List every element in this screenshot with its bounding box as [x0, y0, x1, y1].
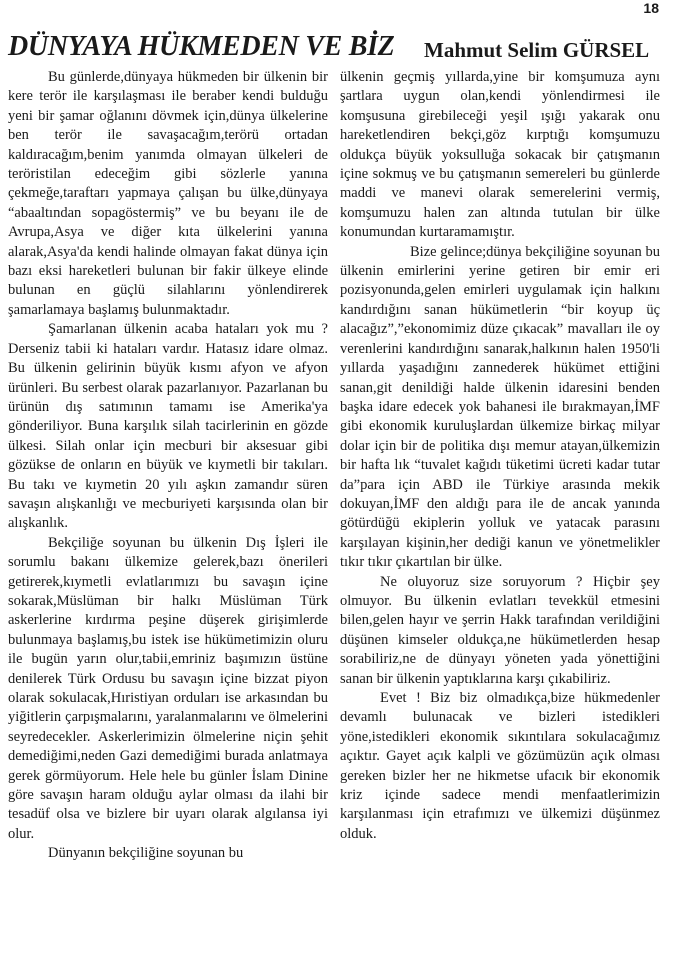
paragraph: Bu günlerde,dünyaya hükmeden bir ülkenin bir kere terör ile karşılaşması ile beraber kendi bulduğu yeni bir şamar oğlanını dövmek için,dünya ülkelerine ben terör ile savaşacağım,terörü ortadan kaldıracağım,benim yanımda olmayan ülkeleri de teröristilan edeceğim gibi sözlerle yanına çekmeğe,taraftarı yapmaya çalışan bu ülke,dünyaya “abaaltından sopagöstermiş” ve bu beyanı ile de Avrupa,Asya ve diğer kıta ülkelerini yanına alarak,Asya'da kendi halinde olmayan fakat dünya için bazı eksi hareketleri bulunan bir fakir ülkeye elinde bulunan en güçlü silahlarını yönlendirerek şamarlamaya başlamış bulunmaktadır.	[8, 69, 328, 318]
page-number: 18	[643, 0, 659, 16]
article-header	[8, 30, 667, 66]
paragraph: ülkenin geçmiş yıllarda,yine bir komşumuza aynı şartlara uygun olan,kendi yönlendirmesi ile komşusuna girebileceği yeşil ışığı yakarak onu hareketlendiren bekçi,göz kırptığı komşumuzu oldukça büyük yoksulluğa sokacak bir çatışmanın içine sokmuş ve bu çatışmanın semereleri bu günlerde maddi ve manevi olarak semerelerini vermiş, komşumuzu halen zan altında tutulan bir ülke konumundan kurtaramamıştır.	[340, 69, 660, 241]
paragraph: Evet ! Biz biz olmadıkça,bize hükmedenler devamlı bulunacak ve bizleri istedikleri yöne,istedikleri ekonomik sıkıntılara sokulacağımız açıktır. Gayet açık kalpli ve gözümüzün açık olması gereken bizler her ne hikmetse ufacık bir ekonomik kriz içinde sadece mendi menfaatlerimizin karşılanması için etrafımızı ve ülkemizi düşünmez olduk.	[340, 690, 660, 842]
left-column	[8, 68, 328, 864]
paragraph: Şamarlanan ülkenin acaba hataları yok mu ? Derseniz tabii ki hataları vardır. Hatasız idare olmaz. Bu ülkenin gelirinin büyük kısmı afyon ve afyon ürünleri. Bu serbest olarak pazarlanıyor. Pazarlanan bu ürünün dış satımının tamamı ise Amerika'ya gönderiliyor. Buna karşılık silah tacirlerinin en gözde ülkesi. Silah onlar için mecburi bir aksesuar gibi gözükse de onların en büyük ve kıymetli bir takıları. Bu takı ve kıymetin 20 yılı aşkın zamandır süren savaşın alışkanlığı ve mecburiyeti karşısında olan bir alışkanlık.	[8, 321, 328, 532]
paragraph: Ne oluyoruz size soruyorum ? Hiçbir şey olmuyor. Bu ülkenin evlatları tevekkül etmesini bilen,gelen hayır ve şerrin Hakk tarafından verildiğini düşünen kimseler oldukça,ne hükümetlerden hesap sorabiliriz,ne de dünyayı yöneten yada yönettiğini sanan bir ülkenin yaptıklarına karşı çıkabiliriz.	[340, 573, 660, 687]
paragraph: Bekçiliğe soyunan bu ülkenin Dış İşleri ile sorumlu bakanı ülkemize gelerek,bazı önerileri getirerek,kıymetli evlatlarımızı bu savaşın içine sokarak,Müslüman bir halkı Müslüman Türk askerlerine kırdırma peşine düşerek girişimlerde bulunmaya başlamış,bu istek ise hükümetimizin oluru ile bugün yarın olur,tabii,emriniz başımızın üstüne denilerek Türk Ordusu bu savaşın içine bizzat piyon olarak sokulacak,Hıristiyan orduları ise arkasından bu yiğitlerin çarpışmalarını, yaralanmalarını ve ölmelerini seyredecekler. Askerlerimizin ölmelerine niçin şehit demediğimi,neden Gazi demediğimi burada anlatmaya gerek görmüyorum. Hele hele bu günler İslam Dinine göre savaşın haram olduğu aylar olması da ilahi bir tesadüf olsa ve bizlere bir uyarı olarak algılansa iyi olur.	[8, 534, 328, 842]
right-column	[340, 68, 660, 844]
paragraph: Dünyanın bekçiliğine soyunan bu	[48, 845, 244, 862]
article-title: DÜNYAYA HÜKMEDEN VE BİZ	[8, 31, 395, 62]
author-name: Mahmut Selim GÜRSEL	[424, 38, 650, 62]
paragraph: Bize gelince;dünya bekçiliğine soyunan bu ülkenin emirlerini yerine getiren bir emir eri pozisyonunda,gelen emirleri uygulamak için halkını kandırdığını sanan hükümetlerin “bir koyup üç alacağız”,”ekonomimiz düze çıkacak” mavalları ile oy verenlerini kandırdığını sanarak,halkının halen 1950'li yıllarda yaşadığını zannederek hükümet ettiğini sanan,git denildiği halde ülkenin idaresini benden başka idare edecek yok bahanesi ile bırakmayan,İMF gibi ekonomik kuruluşlardan ülkemize birkaç milyar dolar için bir de politika dışı memur atayan,ülkemizin bir hafta lık “tuvalet kağıdı tüketimi ücreti kadar tutar da”para için ABD ile Türkiye arasında mekik dokuyan,İMF den aldığı para ile de ancak yanında götürdüğü ekiplerin yolluk ve yatacak parasını karşılayan kişinin,her dediği kanun ve yönetmelikler tıkır tıkır çıkartılan bir ülke.	[340, 243, 660, 571]
